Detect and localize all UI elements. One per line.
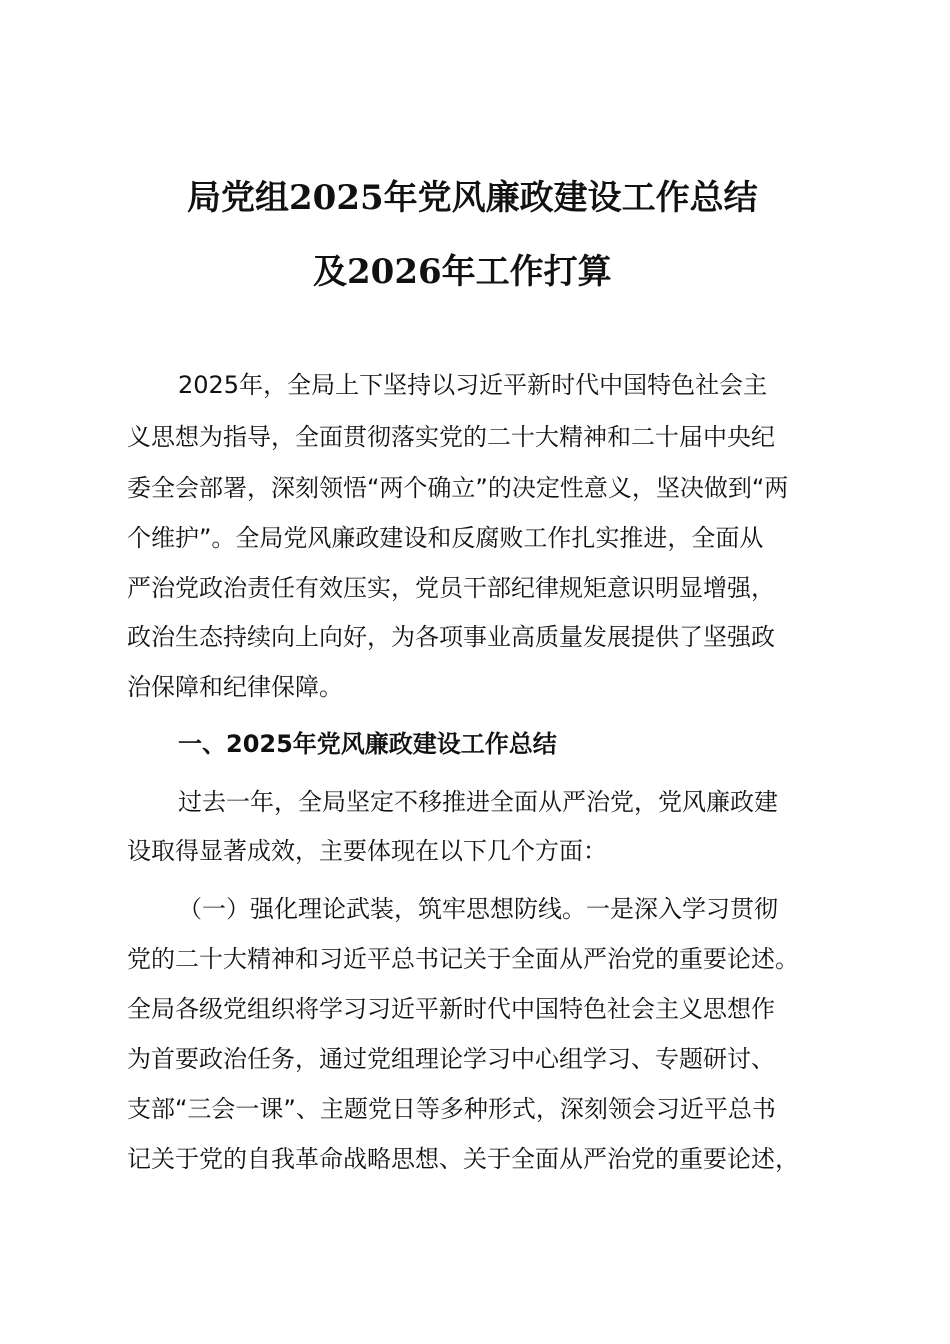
section-1-heading: 一、2025年党风廉政建设工作总结: [178, 730, 557, 758]
paragraph-3-line-6: 记关于党的自我革命战略思想、关于全面从严治党的重要论述，: [127, 1145, 799, 1173]
paragraph-3-line-1: （一）强化理论武装，筑牢思想防线。一是深入学习贯彻: [178, 895, 778, 923]
paragraph-1-line-6: 政治生态持续向上向好，为各项事业高质量发展提供了坚强政: [127, 623, 775, 651]
paragraph-2-line-1: 过去一年，全局坚定不移推进全面从严治党，党风廉政建: [178, 788, 778, 816]
paragraph-2-line-2: 设取得显著成效，主要体现在以下几个方面：: [127, 837, 607, 865]
document-title-line-1: 局党组2025年党风廉政建设工作总结: [187, 178, 758, 218]
paragraph-1-line-1: 2025年，全局上下坚持以习近平新时代中国特色社会主: [178, 371, 768, 399]
paragraph-3-line-2: 党的二十大精神和习近平总书记关于全面从严治党的重要论述。: [127, 945, 799, 973]
paragraph-3-line-4: 为首要政治任务，通过党组理论学习中心组学习、专题研讨、: [127, 1045, 775, 1073]
paragraph-1-line-3: 委全会部署，深刻领悟“两个确立”的决定性意义，坚决做到“两: [127, 474, 789, 502]
paragraph-3-line-5: 支部“三会一课”、主题党日等多种形式，深刻领会习近平总书: [127, 1095, 776, 1123]
paragraph-1-line-5: 严治党政治责任有效压实，党员干部纪律规矩意识明显增强，: [127, 574, 775, 602]
document-title-line-2: 及2026年工作打算: [313, 252, 612, 292]
paragraph-1-line-4: 个维护”。全局党风廉政建设和反腐败工作扎实推进，全面从: [127, 524, 764, 552]
paragraph-1-line-2: 义思想为指导，全面贯彻落实党的二十大精神和二十届中央纪: [127, 423, 775, 451]
paragraph-1-line-7: 治保障和纪律保障。: [127, 673, 343, 701]
paragraph-3-line-3: 全局各级党组织将学习习近平新时代中国特色社会主义思想作: [127, 995, 775, 1023]
